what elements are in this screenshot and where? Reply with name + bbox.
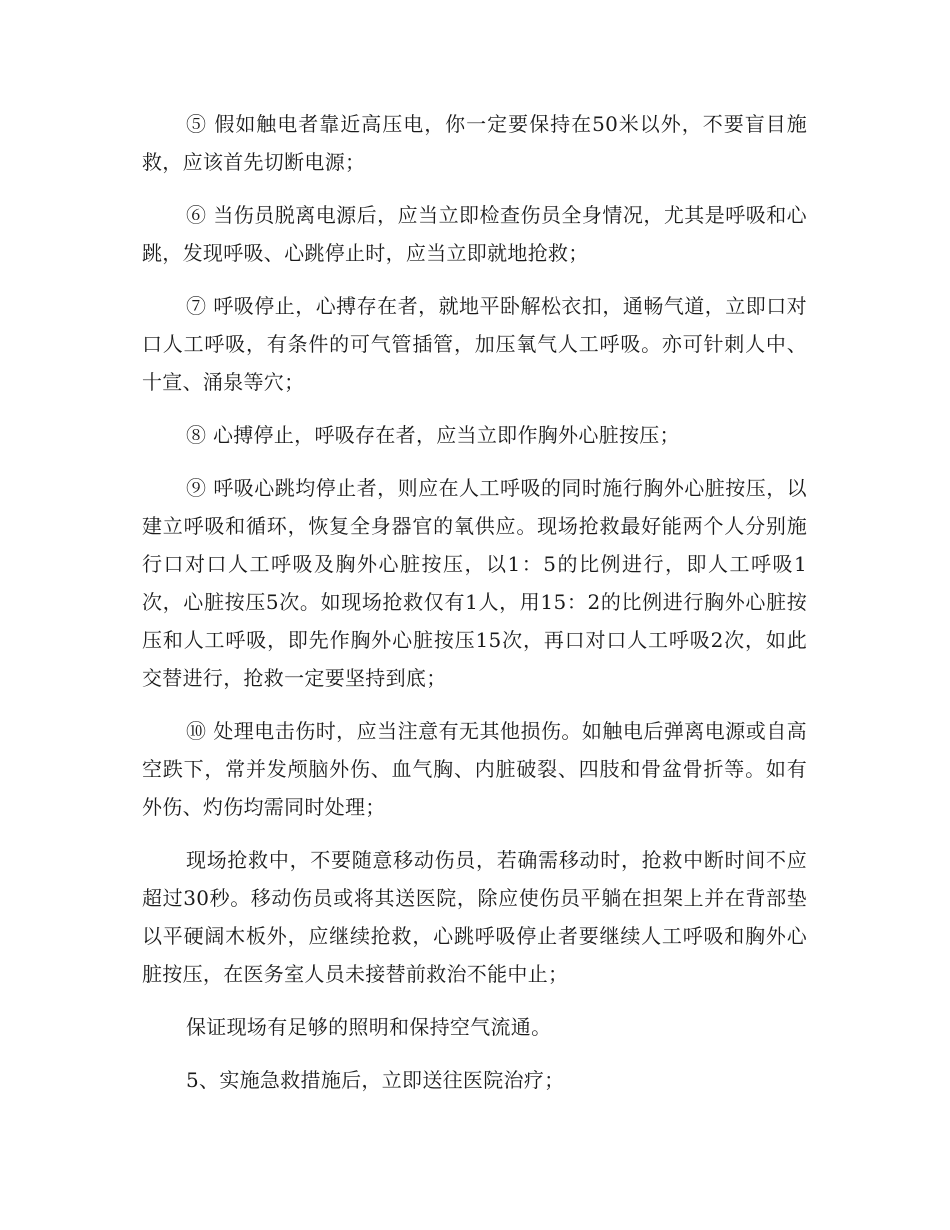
paragraph-item-6: ⑥ 当伤员脱离电源后，应当立即检查伤员全身情况，尤其是呼吸和心跳，发现呼吸、心跳停止时，应当立即就地抢救；: [142, 203, 807, 265]
paragraph-item-9: ⑨ 呼吸心跳均停止者，则应在人工呼吸的同时施行胸外心脏按压，以建立呼吸和循环，恢复全身器官的氧供应。现场抢救最好能两个人分别施行口对口人工呼吸及胸外心脏按压，以1：5的比例进行，即人工呼吸1次，心脏按压5次。如现场抢救仅有1人，用15：2的比例进行胸外心脏按压和人工呼吸，即先作胸外心脏按压15次，再口对口人工呼吸2次，如此交替进行，抢救一定要坚持到底；: [142, 476, 807, 690]
paragraph-lighting-ventilation: 保证现场有足够的照明和保持空气流通。: [186, 1015, 552, 1039]
paragraph-item-8: ⑧ 心搏停止，呼吸存在者，应当立即作胸外心脏按压；: [186, 423, 680, 447]
paragraph-item-10: ⑩ 处理电击伤时，应当注意有无其他损伤。如触电后弹离电源或自高空跌下，常并发颅脑外伤、血气胸、内脏破裂、四肢和骨盆骨折等。如有外伤、灼伤均需同时处理；: [142, 719, 807, 819]
paragraph-section-5: 5、实施急救措施后，立即送往医院治疗；: [186, 1068, 565, 1092]
paragraph-item-5: ⑤ 假如触电者靠近高压电，你一定要保持在50米以外，不要盲目施救，应该首先切断电源；: [142, 112, 807, 174]
document-body: [142, 105, 807, 1114]
paragraph-item-7: ⑦ 呼吸停止，心搏存在者，就地平卧解松衣扣，通畅气道，立即口对口人工呼吸，有条件的可气管插管，加压氧气人工呼吸。亦可针刺人中、十宣、涌泉等穴；: [142, 294, 807, 394]
paragraph-on-site-rescue: 现场抢救中，不要随意移动伤员，若确需移动时，抢救中断时间不应超过30秒。移动伤员或将其送医院，除应使伤员平躺在担架上并在背部垫以平硬阔木板外，应继续抢救，心跳呼吸停止者要继续人工呼吸和胸外心脏按压，在医务室人员未接替前救治不能中止；: [142, 848, 807, 986]
